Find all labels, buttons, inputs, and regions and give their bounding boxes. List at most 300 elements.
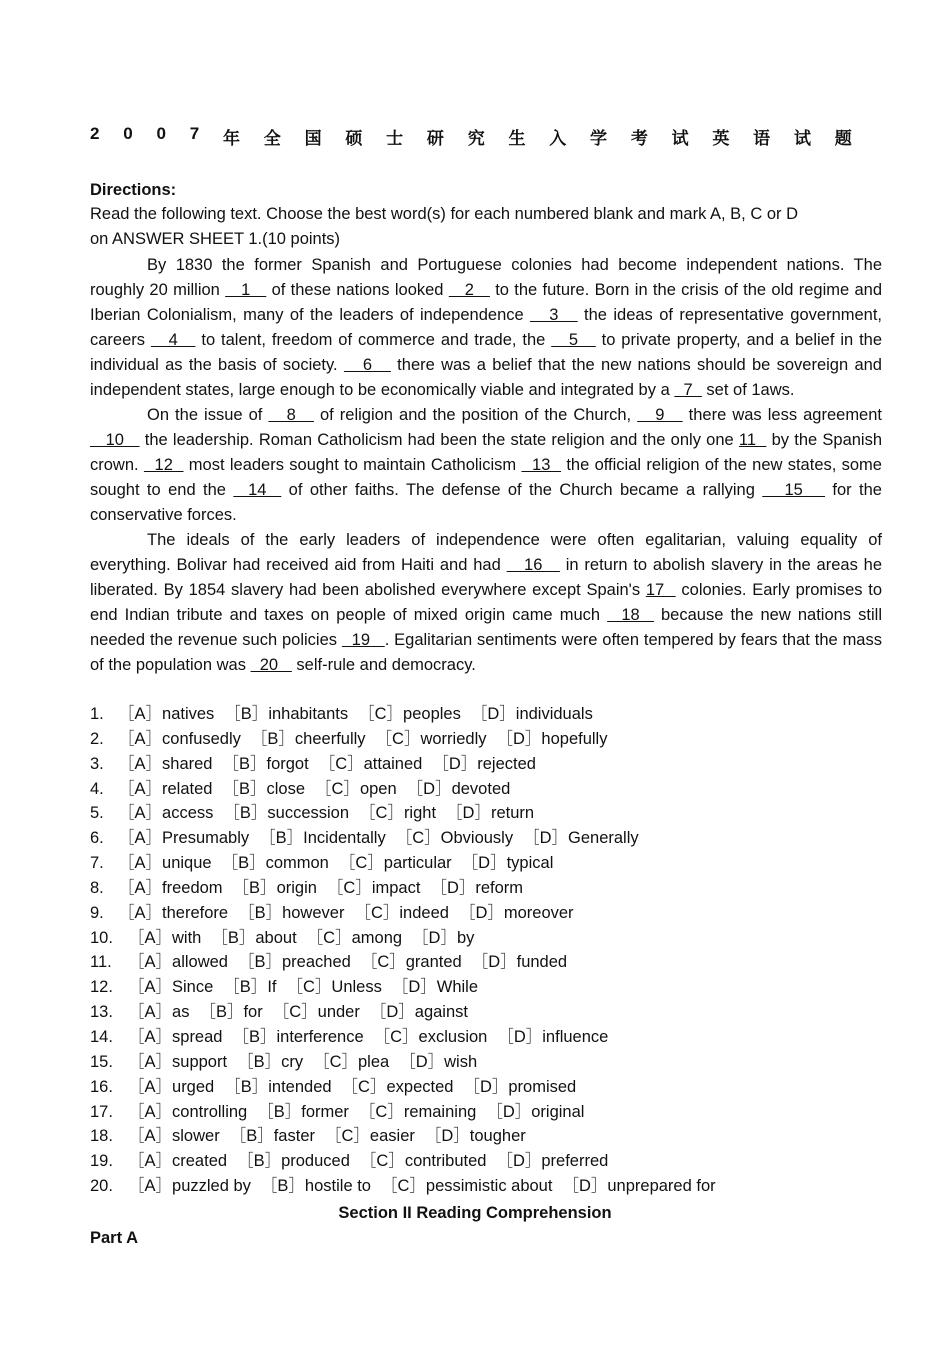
choice-text: preferred [541, 1152, 609, 1171]
choice-letter: ［C］ [318, 754, 364, 773]
choice-letter: ［D］ [461, 854, 507, 873]
choice-text: worriedly [420, 729, 487, 748]
choice-letter: ［B］ [223, 978, 268, 997]
option-row [90, 801, 870, 826]
choice-c[interactable] [359, 801, 436, 826]
choice-text: shared [162, 754, 213, 773]
passage-text: to private property, and a belief in the individual as the basis of society. [90, 331, 883, 374]
choice-text: faster [273, 1127, 315, 1146]
choice-letter: ［C］ [315, 779, 360, 798]
numbered-blank: 20 [250, 656, 292, 674]
choice-b[interactable] [237, 1149, 350, 1174]
choice-letter: ［B］ [222, 754, 267, 773]
choice-letter: ［D］ [496, 1152, 542, 1171]
choice-letter: ［C］ [360, 953, 406, 972]
question-number: 7. [90, 854, 104, 873]
choice-text: intended [268, 1077, 332, 1096]
choice-letter: ［C］ [380, 1177, 426, 1196]
choice-letter: ［C］ [313, 1052, 358, 1071]
choice-letter: ［C］ [306, 928, 352, 947]
choice-d[interactable] [497, 1025, 608, 1050]
choice-b[interactable] [222, 777, 305, 802]
choice-d[interactable] [399, 1050, 477, 1075]
choice-b[interactable] [199, 1000, 262, 1025]
choice-letter: ［A］ [118, 854, 163, 873]
choice-b[interactable] [238, 901, 344, 926]
choice-text: influence [542, 1027, 609, 1046]
choice-d[interactable] [459, 901, 574, 926]
choice-letter: ［D］ [523, 829, 569, 848]
passage-text: because the new nations still needed the revenue such policies [90, 606, 882, 649]
choice-b[interactable] [223, 801, 349, 826]
choice-a[interactable] [128, 1050, 227, 1075]
option-row [90, 1050, 870, 1075]
numbered-blank: 17 [645, 581, 676, 599]
choice-text: support [172, 1052, 228, 1071]
choice-text: former [301, 1102, 349, 1121]
choice-a[interactable] [128, 1174, 251, 1199]
choice-a[interactable] [128, 1025, 222, 1050]
choice-text: exclusion [418, 1027, 488, 1046]
choice-letter: ［C］ [375, 729, 421, 748]
choice-letter: ［A］ [128, 1152, 173, 1171]
choice-a[interactable] [118, 876, 223, 901]
choice-letter: ［C］ [354, 903, 400, 922]
choice-a[interactable] [128, 1100, 247, 1125]
choice-letter: ［A］ [128, 1102, 173, 1121]
choice-d[interactable] [446, 801, 534, 826]
choice-text: Since [172, 978, 214, 997]
choice-a[interactable] [118, 752, 212, 777]
choice-text: spread [172, 1027, 223, 1046]
passage-text: the leadership. Roman Catholicism had been the state religion and the only one [139, 431, 739, 449]
title-char: 考 [630, 129, 648, 148]
numbered-blank: 2 [448, 281, 490, 299]
question-number: 18. [90, 1127, 113, 1146]
choice-c[interactable] [313, 1050, 389, 1075]
choice-text: hopefully [541, 729, 608, 748]
choice-text: moreover [503, 903, 574, 922]
title-char: 究 [467, 129, 485, 148]
choice-b[interactable] [223, 975, 276, 1000]
choice-c[interactable] [360, 1149, 487, 1174]
passage-text: By 1830 the former Spanish and Portuguese colonies had become independent nations. The roughly 20 million [90, 256, 882, 299]
choice-text: produced [281, 1152, 350, 1171]
choice-letter: ［B］ [250, 729, 295, 748]
choice-c[interactable] [361, 950, 462, 975]
choice-text: peoples [403, 705, 461, 723]
choice-text: indeed [399, 903, 449, 922]
question-number: 19. [90, 1152, 113, 1171]
choice-text: as [172, 1003, 190, 1022]
choice-letter: ［B］ [224, 705, 269, 723]
choice-letter: ［C］ [373, 1027, 419, 1046]
choice-c[interactable] [376, 727, 487, 752]
choice-letter: ［C］ [359, 1152, 405, 1171]
option-row [90, 727, 870, 752]
choice-d[interactable] [523, 826, 639, 851]
choice-a[interactable] [118, 801, 213, 826]
choice-c[interactable] [273, 1000, 360, 1025]
question-number: 5. [90, 804, 104, 823]
choice-letter: ［D］ [497, 1027, 543, 1046]
choice-c[interactable] [396, 826, 513, 851]
question-number: 2. [90, 729, 104, 748]
numbered-blank: 11 [738, 431, 767, 449]
choice-b[interactable] [222, 851, 329, 876]
choice-text: Obviously [440, 829, 514, 848]
choice-d[interactable] [412, 926, 474, 951]
title-char: 年 [223, 129, 240, 148]
choice-letter: ［A］ [118, 729, 163, 748]
choice-text: cry [281, 1052, 304, 1071]
choice-c[interactable] [359, 1100, 476, 1125]
choice-text: against [414, 1003, 468, 1022]
choice-letter: ［C］ [325, 1127, 370, 1146]
option-row [90, 901, 870, 926]
title-char: 2 [90, 124, 100, 143]
choice-d[interactable] [496, 1149, 608, 1174]
choice-text: puzzled by [172, 1177, 251, 1196]
choice-text: easier [369, 1127, 415, 1146]
numbered-blank: 13 [521, 456, 562, 474]
numbered-blank: 3 [530, 306, 578, 324]
choice-text: by [456, 928, 475, 947]
title-char: 入 [549, 129, 567, 148]
choice-c[interactable] [327, 876, 421, 901]
choice-text: freedom [162, 878, 223, 897]
option-row [90, 851, 870, 876]
choice-a[interactable] [128, 1124, 220, 1149]
choice-b[interactable] [257, 1100, 349, 1125]
choice-letter: ［C］ [338, 854, 384, 873]
choice-a[interactable] [128, 1075, 214, 1100]
choice-letter: ［D］ [470, 705, 516, 723]
numbered-blank: 16 [506, 556, 560, 574]
choice-text: granted [405, 953, 462, 972]
choice-text: particular [383, 854, 452, 873]
title-char: 全 [263, 129, 281, 148]
question-number: 20. [90, 1177, 113, 1196]
choice-d[interactable] [370, 1000, 468, 1025]
choice-letter: ［C］ [358, 1102, 404, 1121]
numbered-blank: 10 [90, 431, 140, 449]
choice-a[interactable] [118, 777, 212, 802]
question-number: 4. [90, 779, 104, 798]
option-row [90, 950, 870, 975]
choice-text: hostile to [304, 1177, 371, 1196]
choice-text: forgot [266, 754, 309, 773]
choice-d[interactable] [463, 1075, 576, 1100]
numbered-blank: 6 [343, 356, 391, 374]
choice-d[interactable] [425, 1124, 526, 1149]
choice-letter: ［A］ [128, 1127, 173, 1146]
choice-a[interactable] [128, 950, 228, 975]
choice-c[interactable] [339, 851, 452, 876]
choice-letter: ［D］ [412, 928, 457, 947]
choice-text: impact [371, 878, 421, 897]
passage-text: there was less agreement [682, 406, 882, 424]
numbered-blank: 12 [143, 456, 184, 474]
choice-text: remaining [403, 1102, 477, 1121]
choice-text: expected [386, 1077, 454, 1096]
choice-letter: ［B］ [199, 1003, 244, 1022]
choice-letter: ［D］ [463, 1077, 509, 1096]
choice-letter: ［B］ [237, 953, 282, 972]
choice-letter: ［A］ [128, 1027, 173, 1046]
choice-letter: ［B］ [211, 928, 256, 947]
choice-text: unique [162, 854, 212, 873]
choice-b[interactable] [233, 876, 317, 901]
question-number: 6. [90, 829, 104, 848]
choice-c[interactable] [381, 1174, 552, 1199]
choice-text: related [162, 779, 213, 798]
choice-text: tougher [469, 1127, 526, 1146]
choice-text: devoted [451, 779, 511, 798]
choice-c[interactable] [358, 702, 461, 727]
question-number: 13. [90, 1003, 113, 1022]
choice-d[interactable] [462, 851, 554, 876]
choice-letter: ［D］ [430, 878, 476, 897]
choice-text: origin [276, 878, 317, 897]
choice-d[interactable] [472, 950, 567, 975]
choice-b[interactable] [259, 826, 386, 851]
choice-letter: ［D］ [406, 779, 452, 798]
choice-letter: ［C］ [286, 978, 332, 997]
choice-a[interactable] [118, 901, 228, 926]
title-char: 士 [386, 129, 404, 148]
directions-line: Read the following text. Choose the best word(s) for each numbered blank and mark A, B, C or D [90, 205, 799, 223]
choice-a[interactable] [118, 727, 241, 752]
choice-letter: ［D］ [486, 1102, 532, 1121]
choice-c[interactable] [307, 926, 402, 951]
choice-text: Generally [568, 829, 639, 848]
choice-c[interactable] [342, 1075, 454, 1100]
passage-text: to the future. Born in the crisis of the old regime and Iberian Colonialism, many of the leaders of independence [90, 281, 883, 324]
option-row [90, 702, 870, 727]
choice-a[interactable] [128, 1149, 227, 1174]
choice-letter: ［C］ [395, 829, 441, 848]
choice-d[interactable] [430, 876, 523, 901]
choice-b[interactable] [261, 1174, 371, 1199]
directions-line: on ANSWER SHEET 1.(10 points) [90, 230, 341, 248]
choice-text: with [172, 928, 202, 947]
section-heading: Section II Reading Comprehension [338, 1204, 612, 1222]
choice-letter: ［A］ [118, 878, 163, 897]
choice-text: rejected [477, 754, 536, 773]
choice-c[interactable] [315, 777, 397, 802]
title-char: 生 [508, 129, 526, 148]
passage-text: of other faiths. The defense of the Church became a rallying [281, 481, 763, 499]
choice-b[interactable] [224, 1075, 331, 1100]
choice-letter: ［A］ [128, 1177, 173, 1196]
choice-letter: ［A］ [128, 1077, 173, 1096]
passage-paragraph [90, 253, 882, 403]
option-row [90, 1025, 870, 1050]
choice-b[interactable] [222, 752, 308, 777]
choice-text: return [490, 804, 535, 823]
passage-text: On the issue of [147, 406, 269, 424]
choice-text: confusedly [162, 729, 241, 748]
choice-letter: ［C］ [359, 804, 404, 823]
directions-text [90, 202, 860, 252]
question-number: 17. [90, 1102, 113, 1121]
choice-c[interactable] [354, 901, 448, 926]
passage-paragraph [90, 403, 882, 528]
choice-a[interactable] [118, 851, 212, 876]
choice-letter: ［C］ [358, 705, 404, 723]
choice-text: cheerfully [294, 729, 366, 748]
choice-c[interactable] [319, 752, 423, 777]
numbered-blank: 8 [268, 406, 314, 424]
choice-letter: ［A］ [118, 705, 163, 723]
passage-text: set of 1aws. [701, 381, 795, 399]
page-title [90, 124, 852, 149]
choice-d[interactable] [486, 1100, 584, 1125]
option-row [90, 1000, 870, 1025]
numbered-blank: 18 [607, 606, 654, 624]
choice-letter: ［D］ [432, 754, 478, 773]
choice-text: pessimistic about [425, 1177, 553, 1196]
passage-text: by the Spanish crown. [90, 431, 883, 474]
choice-text: promised [508, 1077, 577, 1096]
choice-text: succession [267, 804, 350, 823]
option-row [90, 1174, 870, 1199]
choice-c[interactable] [325, 1124, 415, 1149]
choice-letter: ［D］ [446, 804, 491, 823]
choice-letter: ［D］ [471, 953, 517, 972]
choice-letter: ［B］ [223, 804, 268, 823]
title-char: 试 [793, 129, 811, 148]
passage-text: to talent, freedom of commerce and trade, the [195, 331, 552, 349]
title-char: 学 [590, 129, 608, 148]
choice-text: open [359, 779, 397, 798]
question-number: 14. [90, 1027, 113, 1046]
question-number: 9. [90, 903, 104, 922]
choice-b[interactable] [224, 702, 348, 727]
passage-text: of religion and the position of the Church, [313, 406, 638, 424]
passage-text: the ideas of representative government, careers [90, 306, 883, 349]
title-char: 0 [123, 124, 133, 143]
numbered-blank: 9 [637, 406, 683, 424]
choice-d[interactable] [471, 702, 593, 727]
choice-letter: ［B］ [221, 854, 266, 873]
choice-a[interactable] [118, 826, 249, 851]
choice-c[interactable] [286, 975, 381, 1000]
choice-letter: ［D］ [399, 1052, 445, 1071]
passage-text: of these nations looked [266, 281, 449, 299]
option-row [90, 777, 870, 802]
choice-b[interactable] [230, 1124, 315, 1149]
choice-text: under [317, 1003, 360, 1022]
question-number: 10. [90, 928, 113, 947]
choice-letter: ［A］ [128, 978, 173, 997]
option-row [90, 752, 870, 777]
choice-a[interactable] [118, 702, 214, 727]
passage-paragraph [90, 528, 882, 678]
choice-letter: ［B］ [232, 878, 277, 897]
choice-text: original [531, 1102, 585, 1121]
passage-text: in return to abolish slavery in the areas he liberated. By 1854 slavery had been abolished everywhere except Spain's [90, 556, 883, 599]
choice-letter: ［C］ [326, 878, 372, 897]
option-row [90, 826, 870, 851]
choice-text: controlling [172, 1102, 248, 1121]
choice-b[interactable] [238, 950, 351, 975]
choice-letter: ［A］ [128, 1003, 173, 1022]
numbered-blank: 7 [674, 381, 702, 399]
choice-d[interactable] [392, 975, 478, 1000]
choice-letter: ［D］ [424, 1127, 470, 1146]
title-char: 试 [671, 129, 689, 148]
choice-text: individuals [515, 705, 593, 723]
passage-text: . Egalitarian sentiments were often tempered by fears that the mass of the population was [90, 631, 882, 674]
choice-text: right [403, 804, 437, 823]
choice-d[interactable] [407, 777, 511, 802]
choice-letter: ［B］ [259, 829, 304, 848]
passage-text: there was a belief that the new nations should be sovereign and independent states, large enough to be economically viable and integrated by a [90, 356, 882, 399]
title-char: 国 [304, 129, 322, 148]
answer-options-list [90, 702, 870, 1199]
choice-letter: ［C］ [272, 1003, 318, 1022]
title-char: 语 [753, 129, 771, 148]
passage-text: for the conservative forces. [90, 481, 882, 524]
choice-d[interactable] [562, 1174, 715, 1199]
choice-b[interactable] [237, 1050, 303, 1075]
choice-text: common [265, 854, 329, 873]
choice-a[interactable] [128, 926, 201, 951]
passage-text: The ideals of the early leaders of independence were often egalitarian, valuing equality of everything. Bolivar had received aid from Haiti and had [90, 531, 882, 574]
choice-letter: ［B］ [222, 779, 267, 798]
option-row [90, 876, 870, 901]
question-number: 11. [90, 953, 112, 972]
choice-text: for [243, 1003, 263, 1022]
choice-text: plea [358, 1052, 390, 1071]
choice-a[interactable] [128, 975, 213, 1000]
title-char: 0 [156, 124, 166, 143]
choice-d[interactable] [432, 752, 536, 777]
choice-text: access [162, 804, 214, 823]
choice-text: slower [172, 1127, 220, 1146]
choice-letter: ［B］ [229, 1127, 274, 1146]
choice-letter: ［A］ [128, 953, 173, 972]
choice-b[interactable] [232, 1025, 363, 1050]
choice-text: unprepared for [607, 1177, 716, 1196]
option-row [90, 1124, 870, 1149]
choice-letter: ［B］ [237, 1052, 282, 1071]
choice-c[interactable] [374, 1025, 488, 1050]
choice-letter: ［D］ [562, 1177, 608, 1196]
question-number: 3. [90, 754, 104, 773]
passage-text: the official religion of the new states, some sought to end the [90, 456, 882, 499]
choice-text: urged [172, 1077, 215, 1096]
option-row [90, 1075, 870, 1100]
choice-letter: ［B］ [237, 1152, 282, 1171]
choice-a[interactable] [128, 1000, 189, 1025]
choice-text: reform [475, 878, 524, 897]
question-number: 16. [90, 1077, 113, 1096]
choice-d[interactable] [497, 727, 608, 752]
choice-letter: ［A］ [128, 928, 173, 947]
choice-b[interactable] [211, 926, 296, 951]
choice-text: If [267, 978, 277, 997]
numbered-blank: 1 [225, 281, 267, 299]
choice-text: interference [276, 1027, 364, 1046]
title-char: 硕 [345, 129, 363, 148]
option-row [90, 975, 870, 1000]
passage-text: self-rule and democracy. [291, 656, 476, 674]
choice-b[interactable] [251, 727, 366, 752]
choice-letter: ［D］ [391, 978, 437, 997]
